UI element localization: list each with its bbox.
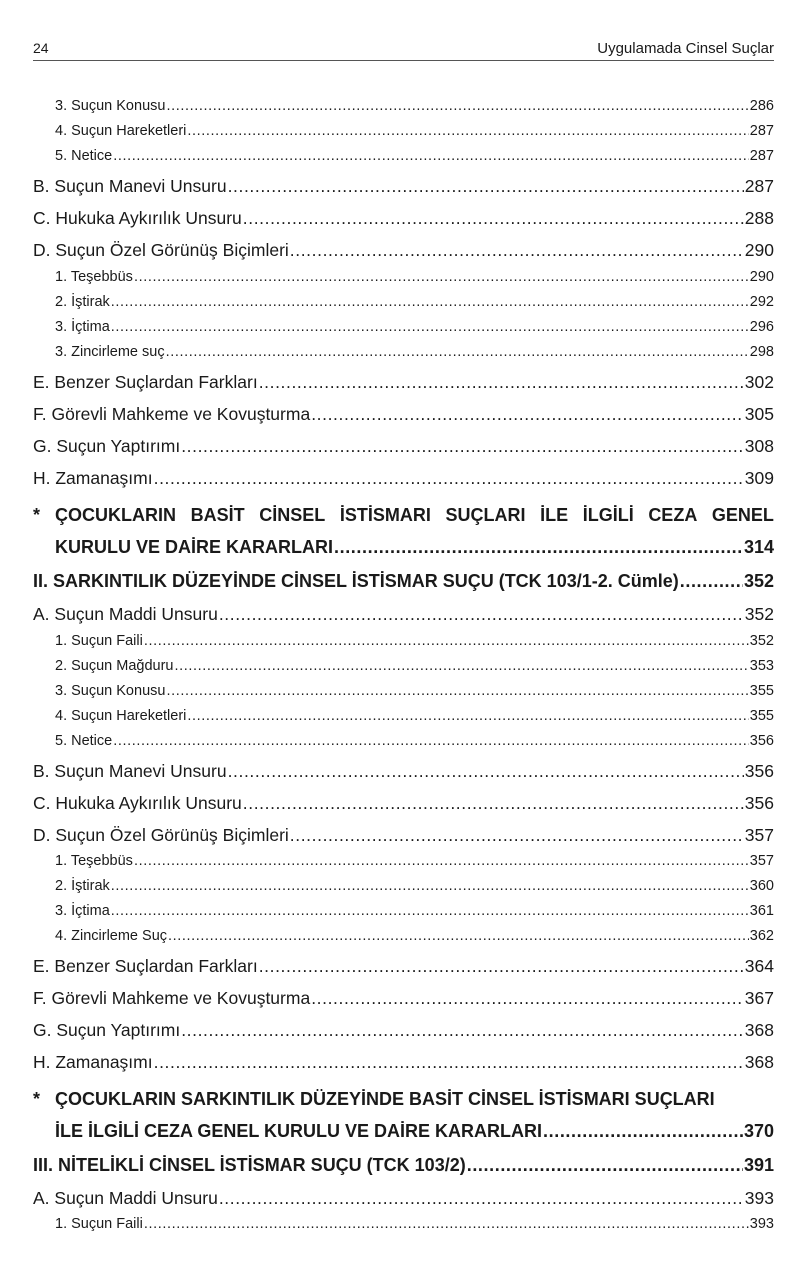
toc-entry[interactable] <box>33 604 774 625</box>
dot-leader <box>111 903 749 919</box>
toc-entry[interactable] <box>33 372 774 393</box>
dot-leader <box>111 319 749 335</box>
toc-page-number: 308 <box>744 436 774 456</box>
title-word: BASİT <box>190 505 245 525</box>
toc-entry-title: 2. İştirak <box>55 294 110 310</box>
toc-entry-title: H. Zamanaşımı <box>33 468 153 488</box>
toc-entry-title: III. NİTELİKLİ CİNSEL İSTİSMAR SUÇU (TCK 103/2) <box>33 1155 466 1175</box>
toc-entry[interactable] <box>33 1020 774 1041</box>
dot-leader <box>113 148 749 164</box>
toc-entry-title: 1. Suçun Faili <box>55 1216 143 1232</box>
toc-entry-title: G. Suçun Yaptırımı <box>33 1020 181 1040</box>
toc-page-number: 352 <box>744 604 774 624</box>
dot-leader <box>467 1155 743 1176</box>
toc-entry[interactable] <box>33 1052 774 1073</box>
toc-page-number: 357 <box>744 825 774 845</box>
dot-leader <box>166 683 748 699</box>
toc-entry-title: E. Benzer Suçlardan Farkları <box>33 956 258 976</box>
toc-entry[interactable] <box>33 240 774 261</box>
toc-entry-title: B. Suçun Manevi Unsuru <box>33 761 227 781</box>
title-word: CİNSEL <box>259 505 326 525</box>
toc-page-number: 292 <box>749 294 774 310</box>
dot-leader <box>290 240 744 261</box>
toc-entry-title: F. Görevli Mahkeme ve Kovuşturma <box>33 988 311 1008</box>
toc-page-number: 287 <box>744 176 774 196</box>
dot-leader <box>311 988 744 1009</box>
dot-leader <box>219 1188 744 1209</box>
toc-entry-title: H. Zamanaşımı <box>33 1052 153 1072</box>
dot-leader <box>154 468 744 489</box>
toc-entry[interactable] <box>55 708 774 724</box>
toc-entry-title: D. Suçun Özel Görünüş Biçimleri <box>33 240 289 260</box>
asterisk-marker: * <box>33 1089 41 1109</box>
title-word: İLE <box>540 505 569 525</box>
toc-entry[interactable] <box>33 436 774 457</box>
toc-entry[interactable] <box>55 658 774 674</box>
toc-page-number: 356 <box>744 761 774 781</box>
toc-entry-title: 4. Suçun Hareketleri <box>55 708 187 724</box>
toc-page-number: 355 <box>749 683 774 699</box>
toc-entry[interactable] <box>33 571 774 592</box>
toc-entry-title: 3. Zincirleme suç <box>55 344 165 360</box>
dot-leader <box>219 604 744 625</box>
dot-leader <box>228 761 744 782</box>
dot-leader <box>111 294 749 310</box>
toc-entry-title: KURULU VE DAİRE KARARLARI <box>55 537 333 557</box>
dot-leader <box>166 98 748 114</box>
toc-page-number: 298 <box>749 344 774 360</box>
toc-entry-title: 1. Suçun Faili <box>55 633 143 649</box>
toc-entry-title: 5. Netice <box>55 148 113 164</box>
dot-leader <box>113 733 749 749</box>
toc-page-number: 290 <box>744 240 774 260</box>
toc-page-number: 368 <box>744 1052 774 1072</box>
toc-entry[interactable] <box>33 793 774 814</box>
dot-leader <box>181 1020 744 1041</box>
dot-leader <box>168 928 749 944</box>
toc-entry-title: F. Görevli Mahkeme ve Kovuşturma <box>33 404 311 424</box>
title-word: CEZA <box>648 505 698 525</box>
toc-page-number: 370 <box>743 1121 774 1141</box>
page-header <box>33 36 774 61</box>
toc-entry[interactable] <box>55 148 774 164</box>
toc-page-number: 286 <box>749 98 774 114</box>
toc-page-number: 355 <box>749 708 774 724</box>
toc-entry-title: II. SARKINTILIK DÜZEYİNDE CİNSEL İSTİSMAR SUÇU (TCK 103/1-2. Cümle) <box>33 571 679 591</box>
dot-leader <box>290 825 744 846</box>
toc-page-number: 353 <box>749 658 774 674</box>
asterisk-marker: * <box>33 505 41 525</box>
toc-entry-title: İLE İLGİLİ CEZA GENEL KURULU VE DAİRE KARARLARI <box>55 1121 543 1141</box>
toc-page-number: 302 <box>744 372 774 392</box>
toc-entry-title: 3. İçtima <box>55 319 110 335</box>
toc-page-number: 391 <box>743 1155 774 1175</box>
toc-entry[interactable] <box>33 825 774 846</box>
toc-entry-title: 3. Suçun Konusu <box>55 98 166 114</box>
toc-entry-title: 1. Teşebbüs <box>55 269 133 285</box>
toc-page-number: 288 <box>744 208 774 228</box>
page-number: 24 <box>33 40 49 56</box>
toc-page-number: 367 <box>744 988 774 1008</box>
dot-leader <box>243 208 744 229</box>
toc-entry-title: 5. Netice <box>55 733 113 749</box>
toc-page-number: 352 <box>749 633 774 649</box>
dot-leader <box>154 1052 744 1073</box>
toc-entry[interactable] <box>55 294 774 310</box>
toc-page-number: 393 <box>744 1188 774 1208</box>
toc-page-number: 368 <box>744 1020 774 1040</box>
toc-entry-title: D. Suçun Özel Görünüş Biçimleri <box>33 825 289 845</box>
toc-page-number: 305 <box>744 404 774 424</box>
toc-entry-title: 1. Teşebbüs <box>55 853 133 869</box>
dot-leader <box>680 571 743 592</box>
dot-leader <box>187 123 748 139</box>
toc-entry-title: 4. Zincirleme Suç <box>55 928 168 944</box>
toc-entry[interactable] <box>55 98 774 114</box>
toc-page-number: 362 <box>749 928 774 944</box>
title-word: İSTİSMARI <box>339 505 431 525</box>
toc-entry[interactable] <box>55 1121 774 1142</box>
toc-entry[interactable] <box>55 928 774 944</box>
dot-leader <box>175 658 749 674</box>
toc-entry-title: C. Hukuka Aykırılık Unsuru <box>33 208 242 228</box>
toc-page-number: 314 <box>743 537 774 557</box>
toc-entry[interactable] <box>33 1155 774 1176</box>
running-title: Uygulamada Cinsel Suçlar <box>597 40 774 57</box>
toc-page-number: 356 <box>744 793 774 813</box>
toc-page-number: 287 <box>749 148 774 164</box>
toc-entry-title-line1 <box>55 505 774 526</box>
dot-leader <box>134 853 749 869</box>
dot-leader <box>187 708 748 724</box>
toc-entry[interactable] <box>33 988 774 1009</box>
toc-entry[interactable] <box>55 123 774 139</box>
dot-leader <box>259 372 744 393</box>
toc-entry[interactable] <box>55 853 774 869</box>
toc-entry[interactable] <box>33 176 774 197</box>
dot-leader <box>228 176 744 197</box>
toc-page-number: 393 <box>749 1216 774 1232</box>
toc-entry-title-line1: ÇOCUKLARIN SARKINTILIK DÜZEYİNDE BASİT CİNSEL İSTİSMARI SUÇLARI <box>55 1089 715 1109</box>
dot-leader <box>181 436 744 457</box>
toc-page-number: 360 <box>749 878 774 894</box>
dot-leader <box>144 1216 749 1232</box>
toc-entry[interactable] <box>33 208 774 229</box>
title-word: GENEL <box>711 505 774 525</box>
toc-entry-title: 4. Suçun Hareketleri <box>55 123 187 139</box>
dot-leader <box>334 537 743 558</box>
toc-page-number: 364 <box>744 956 774 976</box>
toc-entry-title: C. Hukuka Aykırılık Unsuru <box>33 793 242 813</box>
toc-entry[interactable] <box>55 344 774 360</box>
dot-leader <box>311 404 744 425</box>
dot-leader <box>243 793 744 814</box>
dot-leader <box>144 633 749 649</box>
toc-entry-title: G. Suçun Yaptırımı <box>33 436 181 456</box>
toc-entry[interactable] <box>55 733 774 749</box>
toc-entry-title: E. Benzer Suçlardan Farkları <box>33 372 258 392</box>
toc-entry[interactable] <box>55 319 774 335</box>
toc-page-number: 287 <box>749 123 774 139</box>
toc-entry-title: 2. Suçun Mağduru <box>55 658 174 674</box>
dot-leader <box>134 269 749 285</box>
toc-entry[interactable] <box>33 761 774 782</box>
toc-entry[interactable] <box>55 683 774 699</box>
toc-page-number: 361 <box>749 903 774 919</box>
toc-entry-title: 3. İçtima <box>55 903 110 919</box>
toc-entry-title: A. Suçun Maddi Unsuru <box>33 604 218 624</box>
toc-page-number: 309 <box>744 468 774 488</box>
toc-entry-title: A. Suçun Maddi Unsuru <box>33 1188 218 1208</box>
toc-entry[interactable] <box>55 1216 774 1232</box>
toc-entry[interactable] <box>33 956 774 977</box>
title-word: ÇOCUKLARIN <box>55 505 176 525</box>
toc-page-number: 296 <box>749 319 774 335</box>
toc-entry[interactable] <box>55 903 774 919</box>
toc-entry[interactable] <box>55 269 774 285</box>
toc-page-number: 352 <box>743 571 774 591</box>
dot-leader <box>259 956 744 977</box>
dot-leader <box>111 878 749 894</box>
dot-leader <box>166 344 749 360</box>
toc-entry[interactable] <box>33 1188 774 1209</box>
toc-entry[interactable] <box>55 878 774 894</box>
toc-entry[interactable] <box>33 468 774 489</box>
dot-leader <box>543 1121 743 1142</box>
toc-page-number: 357 <box>749 853 774 869</box>
toc-entry[interactable] <box>55 537 774 558</box>
title-word: SUÇLARI <box>445 505 526 525</box>
toc-page-number: 356 <box>749 733 774 749</box>
toc-entry-title: 3. Suçun Konusu <box>55 683 166 699</box>
toc-entry[interactable] <box>33 404 774 425</box>
toc-page-number: 290 <box>749 269 774 285</box>
toc-entry[interactable] <box>55 633 774 649</box>
toc-entry-title: 2. İştirak <box>55 878 110 894</box>
toc-entry-title: B. Suçun Manevi Unsuru <box>33 176 227 196</box>
title-word: İLGİLİ <box>582 505 634 525</box>
